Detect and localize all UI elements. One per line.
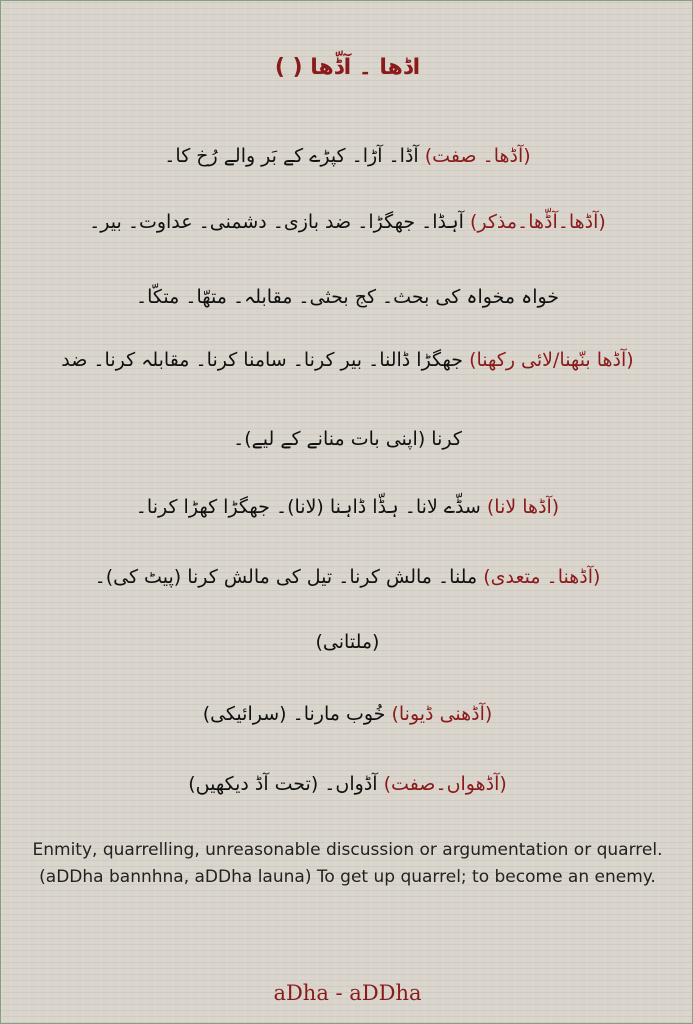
entry-row-8	[21, 629, 674, 655]
entry-text-2: آہڈا۔ جھگڑا۔ ضد بازی۔ دشمنی۔ عداوت۔ بیر۔	[89, 211, 470, 233]
entry-pos-1: (آڈھا۔ صفت)	[424, 145, 531, 167]
entry-pos-9: (آڈھنی ڈیونا)	[391, 703, 493, 725]
entry-row-10	[21, 771, 674, 797]
entry-row-4	[21, 347, 674, 373]
entry-row-1	[21, 143, 674, 169]
entry-row-9	[21, 701, 674, 727]
entry-text-1: آڈا۔ آڑا۔ کپڑے کے بَر والے رُخ کا۔	[164, 145, 425, 167]
entry-pos-7: (آڈھنا۔ متعدی)	[483, 566, 601, 588]
entry-text-8: (ملتانی)	[315, 631, 380, 653]
entry-row-2	[21, 209, 674, 235]
entry-row-3	[21, 284, 674, 310]
entry-pos-6: (آڈھا لانا)	[486, 496, 560, 518]
entry-title: اڈھا ۔ آڈّھا ( )	[274, 55, 421, 80]
entry-row-5	[21, 426, 674, 452]
entry-pos-10: (آڈھواں۔صفت)	[383, 773, 507, 795]
english-definition	[19, 837, 676, 891]
entry-pos-2: (آڈھا۔آڈّھا۔مذکر)	[469, 211, 606, 233]
entry-text-4: جھگڑا ڈالنا۔ بیر کرنا۔ سامنا کرنا۔ مقابلہ کرنا۔ ضد	[61, 349, 470, 371]
entry-pos-4: (آڈھا بنّھنا/لائی رکھنا)	[469, 349, 634, 371]
english-line-1: Enmity, quarrelling, unreasonable discussion or argumentation or quarrel.	[32, 840, 663, 860]
entry-text-10: آڈواں۔ (تحت آڈ دیکھیں)	[188, 773, 384, 795]
entry-row-7	[21, 564, 674, 590]
entry-text-6: سڈّے لانا۔ ہڈّا ڈاہنا (لانا)۔ جھگڑا کھڑا کرنا۔	[135, 496, 487, 518]
entry-text-7: ملنا۔ مالش کرنا۔ تیل کی مالش کرنا (پیٹ کی)۔	[94, 566, 484, 588]
entry-text-3: خواہ مخواہ کی بحث۔ کج بحثی۔ مقابلہ۔ متھّا۔ متکّا۔	[135, 286, 560, 308]
entry-row-6	[21, 494, 674, 520]
transliteration-footer: aDha - aDDha	[273, 981, 422, 1005]
entry-text-9: خُوب مارنا۔ (سرائیکی)	[202, 703, 392, 725]
entry-text-5: کرنا (اپنی بات منانے کے لیے)۔	[233, 428, 462, 450]
english-line-2: (aDDha bannhna, aDDha launa) To get up quarrel; to become an enemy.	[39, 867, 656, 887]
